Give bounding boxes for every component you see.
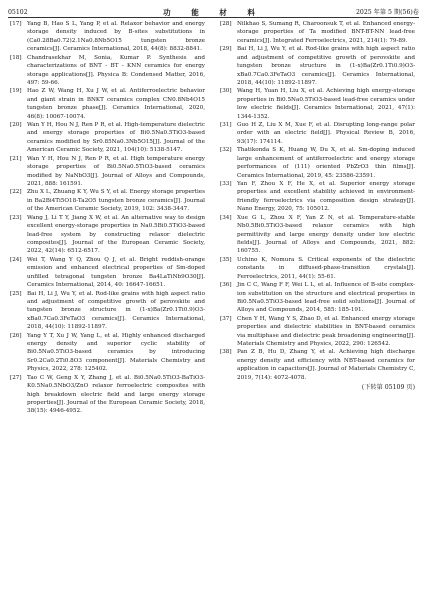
reference-text: Yan F, Zhou X F, He X, et al. Superior energy storage properties and excellent stability achieved in environment-friendly ferroelectrics via composition design strategy[J]. Nano Energy, 2020, 75: 105012.: [237, 181, 415, 213]
reference-24: [10, 256, 205, 290]
reference-number: [25]: [10, 290, 22, 297]
reference-number: [36]: [220, 282, 232, 289]
reference-17: [10, 20, 205, 54]
reference-text: Yang B, Hao S L, Yang P, et al. Relaxor behavior and energy storage density induced by B-sites substitutions in (Ca0.28Ba0.72)2.1Na0.8Nb5O15 tungsten bronze ceramics[J]. Ceramics International, 2018, 44(8): 8832-8841.: [27, 21, 205, 53]
reference-text: Bai H, Li J, Wu Y, et al. Rod-like grains with high aspect ratio and adjustment of competitive growth of perovskite and tungsten bronze structure in (1-x)Ba(Zr0.1Ti0.9)O3-xBa0.7Ca0.3FeTaO3 ceramics[J]. Ceramics International, 2018, 44(10): 11892-11897.: [237, 46, 415, 86]
reference-22: [10, 188, 205, 213]
reference-20: [10, 121, 205, 155]
reference-text: Wan Y H, Hou N J, Ren P R, et al. High temperature energy storage properties of Bi0.5Na0.5TiO3-based ceramics modified by NaNbO3[J]. Journal of Alloys and Compounds, 2021, 888: 161591.: [27, 155, 205, 188]
left-column: [10, 20, 205, 416]
reference-number: [20]: [10, 122, 22, 129]
reference-text: Guo H Z, Liu X M, Xue F, et al. Disrupting long-range polar order with an electric field[J]. Physical Review B, 2016, 93(17): 174114.: [237, 122, 415, 145]
reference-number: [21]: [10, 155, 22, 162]
reference-text: Wang J, Li T Y, Jiang X W, et al. An alternative way to design excellent energy-storage properties in Na0.5Bi0.5TiO3-based lead-free system by constructing relaxor dielectric composites[J]. Journal of the European Ceramic Society, 2022, 42(14): 6512-6517.: [27, 214, 205, 255]
page-code: 05102: [8, 9, 28, 16]
reference-text: Hao Z W, Wang H, Xu J W, et al. Antiferroelectric behavior and giant strain in BNKT ceramics complex CN0.8Nb4O15 tungsten bronze phase[J]. Ceramics International, 2020, 46(8): 10067-10074.: [27, 88, 205, 120]
reference-number: [19]: [10, 88, 22, 95]
reference-36: [220, 281, 415, 315]
reference-number: [17]: [10, 21, 22, 27]
reference-text: Wang H, Yuan H, Liu X, et al. Achieving high energy-storage properties in Bi0.5Na0.5TiO3-based lead-free ceramics under low electric fields[J]. Ceramics International, 2021, 47(1): 1344-1352.: [237, 88, 415, 120]
reference-text: Pan Z B, Hu D, Zhang Y, et al. Achieving high discharge energy density and efficiency with NBT-based ceramics for application in capacitors[J]. Journal of Materials Chemistry C, 2019, 7(14): 4072-4078.: [237, 349, 415, 381]
reference-number: [23]: [10, 214, 22, 221]
reference-32: [220, 146, 415, 180]
reference-number: [37]: [220, 315, 232, 322]
reference-text: Xue G L, Zhou X F, Yan Z N, et al. Temperature-stable Nb0.5Bi0.5TiO3-based relaxor ceramics with high permittivity and large energy density under low electric fields[J]. Journal of Alloys and Compounds, 2021, 882: 160755.: [237, 214, 415, 255]
reference-number: [28]: [220, 21, 232, 27]
reference-38: [220, 348, 415, 382]
reference-number: [33]: [220, 181, 232, 188]
reference-number: [35]: [220, 256, 232, 263]
reference-18: [10, 54, 205, 88]
reference-23: [10, 214, 205, 256]
reference-27: [10, 374, 205, 416]
reference-number: [26]: [10, 332, 22, 339]
reference-text: Jin C C, Wang F F, Wei L L, et al. Influence of B-site complex-ion substitution on the structure and electrical properties in Bi0.5Na0.5TiO3-based lead-free solid solutions[J]. Journal of Alloys and Compounds, 2014, 585: 185-191.: [237, 282, 415, 314]
reference-text: Zhu X L, Zhuang K Y, Wu S Y, et al. Energy storage properties in Ba2Bi4Ti5O18-Ta2O5 tungsten bronze ceramics[J]. Journal of the American Ceramic Society, 2019, 102: 3438-3447.: [27, 189, 205, 213]
reference-text: Wan Y H, Hou N J, Ren P R, et al. High-temperature dielectric and energy storage properties of Bi0.5Na0.5TiO3-based ceramics modified by Sr0.85Na0.3Nb5O15[J]. Journal of the American Ceramic Society, 2021, 104(10): 5138-5147.: [27, 122, 205, 154]
reference-19: [10, 87, 205, 121]
reference-34: [220, 214, 415, 256]
reference-number: [24]: [10, 256, 22, 263]
reference-number: [30]: [220, 88, 232, 95]
reference-text: Wei T, Wang Y Q, Zhou Q J, et al. Bright reddish-orange emission and enhanced electrical properties of Sm-doped unfilled tetragonal tungsten bronze Ba4LaTiNb9O30[J]. Ceramics International, 2014, 40: 16647-16651.: [27, 256, 205, 289]
reference-number: [38]: [220, 349, 232, 356]
reference-text: Chen Y H, Wang Y S, Zhao D, et al. Enhanced energy storage properties and dielectric stabilities in BNT-based ceramics via multiphase and dielectric peak broadening engineering[J]. Materials Chemistry and Physics, 2022, 290: 126542.: [237, 315, 415, 348]
reference-28: [220, 20, 415, 45]
reference-25: [10, 290, 205, 332]
reference-number: [27]: [10, 374, 22, 381]
reference-number: [32]: [220, 147, 232, 154]
reference-text: Uchino K, Nomura S. Critical exponents of the dielectric constants in diffused-phase-transition crystals[J]. Ferroelectrics, 2011, 44(1): 55-61.: [237, 256, 415, 280]
reference-number: [31]: [220, 122, 232, 129]
reference-number: [34]: [220, 214, 232, 221]
reference-26: [10, 332, 205, 374]
reference-number: [29]: [220, 46, 232, 53]
reference-text: Thatikonda S K, Huang W, Du X, et al. Sm-doping induced large enhancement of antiferroelectric and energy storage performances of (111) oriented PbZrO3 thin films[J]. Ceramics International, 2019, 45: 23586-23591.: [237, 147, 415, 179]
journal-title: 功 能 材 料: [163, 8, 264, 17]
reference-text: Bai H, Li J, Wu Y, et al. Rod-like grains with high aspect ratio and adjustment of competitive growth of perovskite and tungsten bronze structure in (1-x)Ba(Zr0.1Ti0.9)O3-xBa0.7Ca0.3FeTaO3 ceramics[J]. Ceramics International, 2018, 44(10): 11892-11897.: [27, 290, 205, 331]
reference-number: [18]: [10, 54, 22, 61]
header-rule: [8, 17, 419, 18]
reference-text: Nilkhao S, Sumang R, Charoonsuk T, et al. Enhanced energy-storage properties of Ta modified BNT-BT-NN lead-free ceramics[J]. Integrated Ferroelectrics, 2021, 214(1): 79-89.: [237, 21, 415, 44]
right-column: [220, 20, 415, 393]
reference-text: Yang Y T, Xu J W, Yang L, et al. Highly enhanced discharged energy density and superior cyclic stability of Bi0.5Na0.5TiO3-based ceramics by introducing Sr0.2Ca0.2Ti0.8O3 component[J]. Materials Chemistry and Physics, 2022, 278: 125402.: [27, 332, 205, 373]
reference-35: [220, 256, 415, 281]
reference-number: [22]: [10, 189, 22, 196]
reference-33: [220, 180, 415, 214]
reference-31: [220, 121, 415, 146]
reference-30: [220, 87, 415, 121]
reference-29: [220, 45, 415, 87]
reference-text: Tao C W, Geng X Y, Zhang J, et al. Bi0.5Na0.5TiO3-BaTiO3-K0.5Na0.5NbO3/ZnO relaxor ferroelectric composites with high breakdown electric field and large energy storage properties[J]. Journal of the European Ceramic Society, 2018, 38(15): 4946-4952.: [27, 374, 205, 415]
reference-21: [10, 155, 205, 189]
continued-note: (下转第 05109 页): [361, 384, 415, 392]
reference-37: [220, 315, 415, 349]
issue-label: 2025 年第 5 期(56)卷: [355, 9, 419, 16]
reference-text: Chandrasekhar M, Sonia, Kumar P. Synthesis and characterizations of BNT - BT - KNN ceramics for energy storage applications[J]. Physica B: Condensed Matter, 2016, 497: 59-66.: [27, 54, 205, 86]
